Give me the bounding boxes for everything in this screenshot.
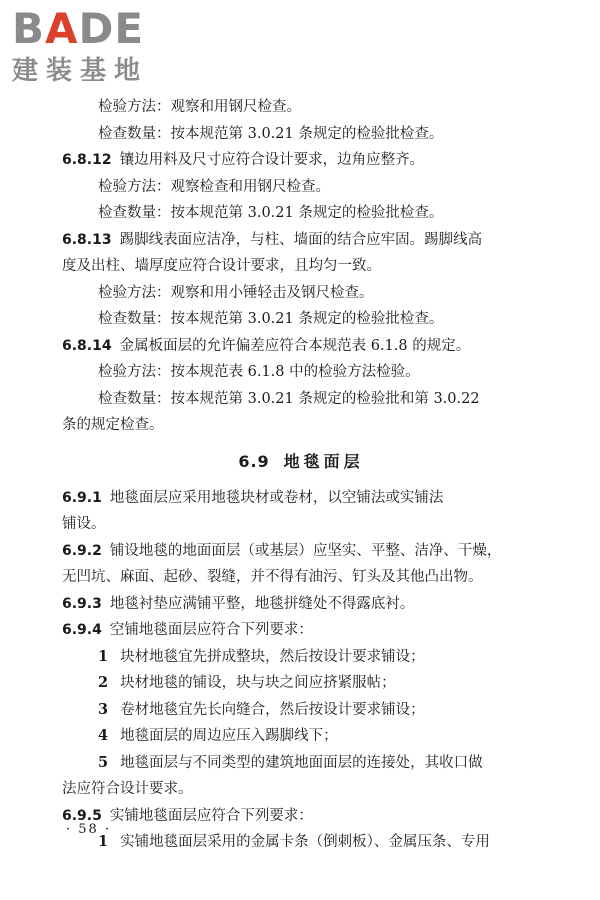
list-item: 1 块材地毯宜先拼成整块，然后按设计要求铺设；: [98, 647, 425, 665]
text-line: 检验方法：按本规范表 6.1.8 中的检验方法检验。: [98, 364, 420, 380]
clause-6-9-2: 6.9.2 铺设地毯的地面面层（或基层）应坚实、平整、洁净、干燥，: [62, 542, 502, 559]
text-line: 无凹坑、麻面、起砂、裂缝，并不得有油污、钉头及其他凸出物。: [62, 569, 483, 585]
list-item: 1 实铺地毯面层采用的金属卡条（倒刺板）、金属压条、专用: [98, 833, 490, 850]
list-item: 5 地毯面层与不同类型的建筑地面面层的连接处，其收口做: [98, 753, 483, 771]
list-item: 2 块材地毯的铺设，块与块之间应挤紧服帖；: [98, 674, 396, 691]
text-line: 铺设。: [62, 516, 106, 532]
logo-wordmark: BADE: [12, 4, 145, 53]
list-item: 3 卷材地毯宜先长向缝合，然后按设计要求铺设；: [98, 700, 425, 718]
clause-6-8-14: 6.8.14 金属板面层的允许偏差应符合本规范表 6.1.8 的规定。: [62, 337, 471, 354]
text-line: 检查数量：按本规范第 3.0.21 条规定的检验批检查。: [98, 125, 444, 142]
logo-chinese: 建装基地: [12, 56, 149, 86]
clause-6-9-5: 6.9.5 实铺地毯面层应符合下列要求：: [62, 807, 313, 824]
bade-logo: [12, 6, 182, 86]
text-line: 条的规定检查。: [62, 417, 164, 433]
document-body: [62, 94, 540, 856]
clause-6-8-12: 6.8.12 镶边用料及尺寸应符合设计要求，边角应整齐。: [62, 152, 425, 168]
clause-6-9-1: 6.9.1 地毯面层应采用地毯块材或卷材，以空铺法或实铺法: [62, 489, 444, 506]
list-item: 4 地毯面层的周边应压入踢脚线下；: [98, 727, 338, 744]
text-line: 检验方法：观察和用小锤轻击及钢尺检查。: [98, 284, 374, 301]
text-line: 度及出柱、墙厚度应符合设计要求，且均匀一致。: [62, 258, 381, 274]
clause-6-9-3: 6.9.3 地毯衬垫应满铺平整，地毯拼缝处不得露底衬。: [62, 595, 415, 612]
text-line: 检验方法：观察和用钢尺检查。: [98, 99, 301, 115]
text-line: 检查数量：按本规范第 3.0.21 条规定的检验批检查。: [98, 311, 444, 327]
text-line: 检查数量：按本规范第 3.0.21 条规定的检验批检查。: [98, 205, 444, 221]
clause-6-8-13: 6.8.13 踢脚线表面应洁净，与柱、墙面的结合应牢固。踢脚线高: [62, 231, 483, 248]
text-line: 法应符合设计要求。: [62, 781, 193, 797]
section-heading: 6.9 地毯面层: [238, 451, 364, 471]
text-line: 检查数量：按本规范第 3.0.21 条规定的检验批和第 3.0.22: [98, 390, 480, 407]
page-number: · 58 ·: [66, 822, 112, 837]
clause-6-9-4: 6.9.4 空铺地毯面层应符合下列要求：: [62, 622, 313, 638]
text-line: 检验方法：观察检查和用钢尺检查。: [98, 178, 330, 195]
